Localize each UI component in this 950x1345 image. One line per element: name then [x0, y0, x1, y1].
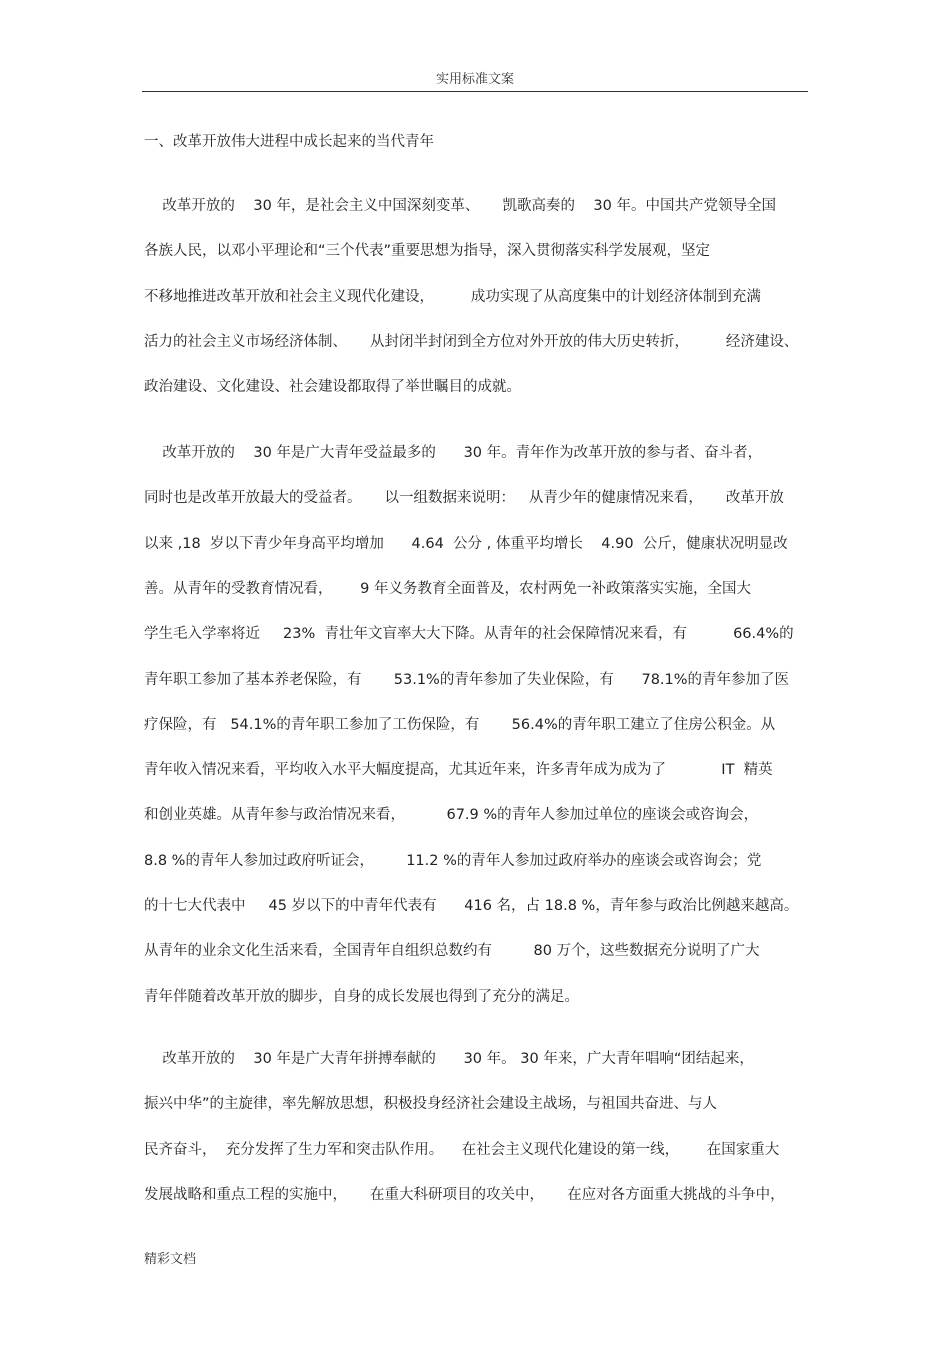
- paragraph-1-line: 不移地推进改革开放和社会主义现代化建设， 成功实现了从高度集中的计划经济体制到充满: [144, 289, 761, 305]
- paragraph-2-line: 青年伴随着改革开放的脚步，自身的成长发展也得到了充分的满足。: [144, 989, 579, 1005]
- paragraph-1-line: 活力的社会主义市场经济体制、 从封闭半封闭到全方位对外开放的伟大历史转折， 经济建设、: [144, 334, 799, 350]
- paragraph-2-line: 善。从青年的受教育情况看， 9 年义务教育全面普及，农村两免一补政策落实实施，全国大: [144, 581, 751, 597]
- paragraph-2-line: 疗保险，有 54.1%的青年职工参加了工伤保险，有 56.4%的青年职工建立了住房公积金。从: [144, 717, 776, 733]
- paragraph-2-line: 的十七大代表中 45 岁以下的中青年代表有 416 名，占 18.8 %，青年参与政治比例越来越高。: [144, 898, 799, 914]
- page-header: 实用标准文案: [435, 72, 514, 87]
- paragraph-2-line: 以来 ,18 岁以下青少年身高平均增加 4.64 公分 , 体重平均增长 4.90 公斤，健康状况明显改: [144, 536, 788, 552]
- paragraph-2-line: 改革开放的 30 年是广大青年受益最多的 30 年。青年作为改革开放的参与者、奋斗者，: [144, 445, 763, 461]
- paragraph-2-line: 从青年的业余文化生活来看，全国青年自组织总数约有 80 万个，这些数据充分说明了广大: [144, 943, 760, 959]
- paragraph-1-line: 改革开放的 30 年，是社会主义中国深刻变革、 凯歌高奏的 30 年。中国共产党领导全国: [144, 198, 776, 214]
- paragraph-1-line: 各族人民，以邓小平理论和“三个代表”重要思想为指导，深入贯彻落实科学发展观，坚定: [144, 243, 711, 259]
- paragraph-3-line: 发展战略和重点工程的实施中， 在重大科研项目的攻关中， 在应对各方面重大挑战的斗争中，: [144, 1187, 785, 1203]
- paragraph-2-line: 和创业英雄。从青年参与政治情况来看， 67.9 %的青年人参加过单位的座谈会或咨询会，: [144, 807, 759, 823]
- paragraph-1-line: 政治建设、文化建设、社会建设都取得了举世瞩目的成就。: [144, 379, 521, 395]
- header-divider: [142, 91, 808, 92]
- paragraph-3-line: 民齐奋斗， 充分发挥了生力军和突击队作用。 在社会主义现代化建设的第一线， 在国家重大: [144, 1142, 780, 1158]
- paragraph-3-line: 改革开放的 30 年是广大青年拼搏奉献的 30 年。 30 年来，广大青年唱响“团结起来，: [144, 1051, 754, 1067]
- paragraph-3-line: 振兴中华”的主旋律，率先解放思想，积极投身经济社会建设主战场，与祖国共奋进、与人: [144, 1096, 718, 1112]
- page-footer: 精彩文档: [144, 1252, 197, 1267]
- paragraph-2-line: 青年职工参加了基本养老保险，有 53.1%的青年参加了失业保险，有 78.1%的青年参加了医: [144, 672, 790, 688]
- paragraph-2-line: 同时也是改革开放最大的受益者。 以一组数据来说明： 从青少年的健康情况来看， 改革开放: [144, 490, 784, 506]
- section-title: 一、改革开放伟大进程中成长起来的当代青年: [144, 134, 434, 150]
- paragraph-2-line: 8.8 %的青年人参加过政府听证会， 11.2 %的青年人参加过政府举办的座谈会或咨询会；党: [144, 853, 762, 869]
- paragraph-2-line: 青年收入情况来看，平均收入水平大幅度提高，尤其近年来，许多青年成为成为了 IT 精英: [144, 762, 773, 778]
- paragraph-2-line: 学生毛入学率将近 23% 青壮年文盲率大大下降。从青年的社会保障情况来看，有 66.4%的: [144, 626, 794, 642]
